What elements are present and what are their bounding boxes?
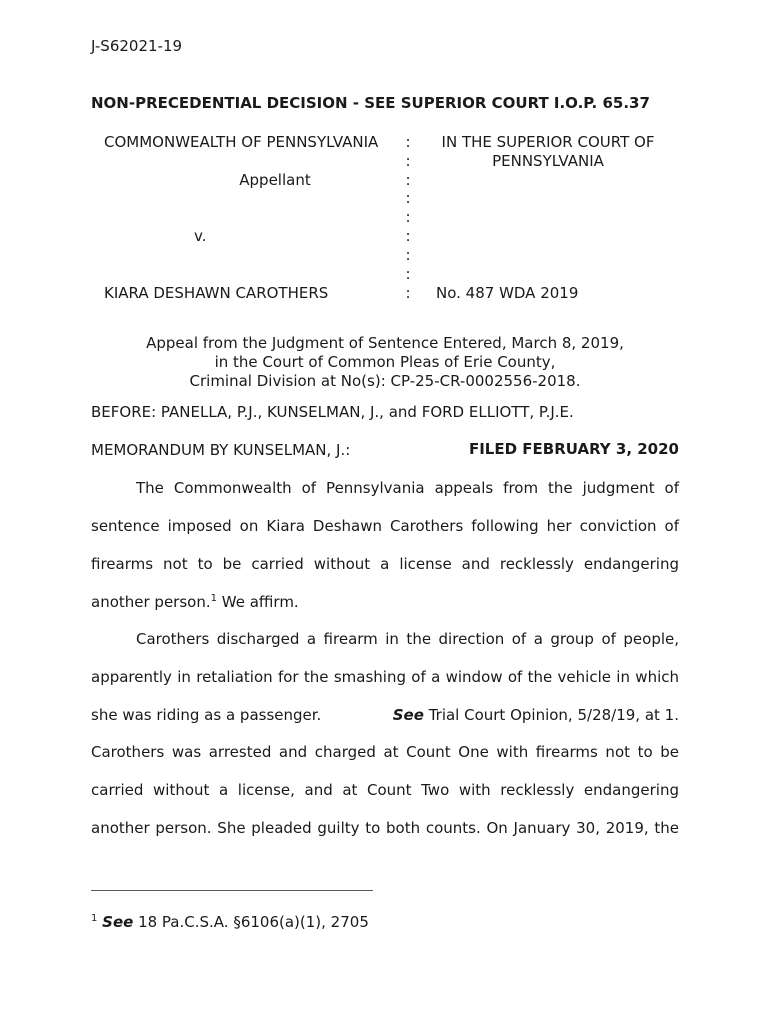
footnote xyxy=(91,913,369,931)
caption-colon: : xyxy=(405,246,411,264)
citation-signal: See xyxy=(392,706,424,724)
caption-colon: : xyxy=(405,171,411,189)
body-line: another person. She pleaded guilty to both counts. On January 30, 2019, the xyxy=(91,819,679,837)
body-line: Carothers discharged a firearm in the direction of a group of people, xyxy=(136,630,679,648)
docket-id: J-S62021-19 xyxy=(91,37,183,55)
footnote-divider xyxy=(91,890,373,891)
caption-colon: : xyxy=(405,284,411,302)
body-line: apparently in retaliation for the smashing of a window of the vehicle in which xyxy=(91,668,679,686)
appeal-line1: Appeal from the Judgment of Sentence Entered, March 8, 2019, xyxy=(146,334,624,352)
body-line xyxy=(91,593,679,611)
footnote-ref: 1 xyxy=(210,593,217,604)
footnote-text: 18 Pa.C.S.A. §6106(a)(1), 2705 xyxy=(133,913,369,931)
panel-line: BEFORE: PANELLA, P.J., KUNSELMAN, J., and FORD ELLIOTT, P.J.E. xyxy=(91,403,574,421)
docket-number: No. 487 WDA 2019 xyxy=(436,284,579,302)
caption-colon: : xyxy=(405,189,411,207)
versus-label: v. xyxy=(194,227,207,245)
body-line: sentence imposed on Kiara Deshawn Carothers following her conviction of xyxy=(91,517,679,535)
memorandum-author: MEMORANDUM BY KUNSELMAN, J.: xyxy=(91,441,351,459)
appellant-role: Appellant xyxy=(239,171,311,189)
body-line: Carothers was arrested and charged at Count One with firearms not to be xyxy=(91,743,679,761)
appeal-line3: Criminal Division at No(s): CP-25-CR-0002556-2018. xyxy=(189,372,581,390)
body-text: We affirm. xyxy=(217,593,299,611)
caption-colon: : xyxy=(405,208,411,226)
appellee-name: KIARA DESHAWN CAROTHERS xyxy=(104,284,329,302)
body-text: another person. xyxy=(91,593,211,611)
appeal-line2: in the Court of Common Pleas of Erie County, xyxy=(214,353,556,371)
filed-date: FILED FEBRUARY 3, 2020 xyxy=(468,440,679,458)
caption-colon: : xyxy=(405,152,411,170)
body-text: Trial Court Opinion, 5/28/19, at 1. xyxy=(428,706,679,724)
caption-colon: : xyxy=(405,265,411,283)
citation-signal: See xyxy=(102,913,134,931)
court-name-line2: PENNSYLVANIA xyxy=(492,152,604,170)
court-name-line1: IN THE SUPERIOR COURT OF xyxy=(441,133,655,151)
body-line: firearms not to be carried without a license and recklessly endangering xyxy=(91,555,679,573)
body-line: carried without a license, and at Count Two with recklessly endangering xyxy=(91,781,679,799)
caption-colon: : xyxy=(405,133,411,151)
caption-colon: : xyxy=(405,227,411,245)
appellant-name: COMMONWEALTH OF PENNSYLVANIA xyxy=(104,133,379,151)
footnote-number: 1 xyxy=(91,913,98,924)
body-line xyxy=(91,706,679,724)
decision-header: NON-PRECEDENTIAL DECISION - SEE SUPERIOR COURT I.O.P. 65.37 xyxy=(91,94,650,112)
body-line: The Commonwealth of Pennsylvania appeals from the judgment of xyxy=(136,479,679,497)
body-text: she was riding as a passenger. xyxy=(91,706,322,724)
